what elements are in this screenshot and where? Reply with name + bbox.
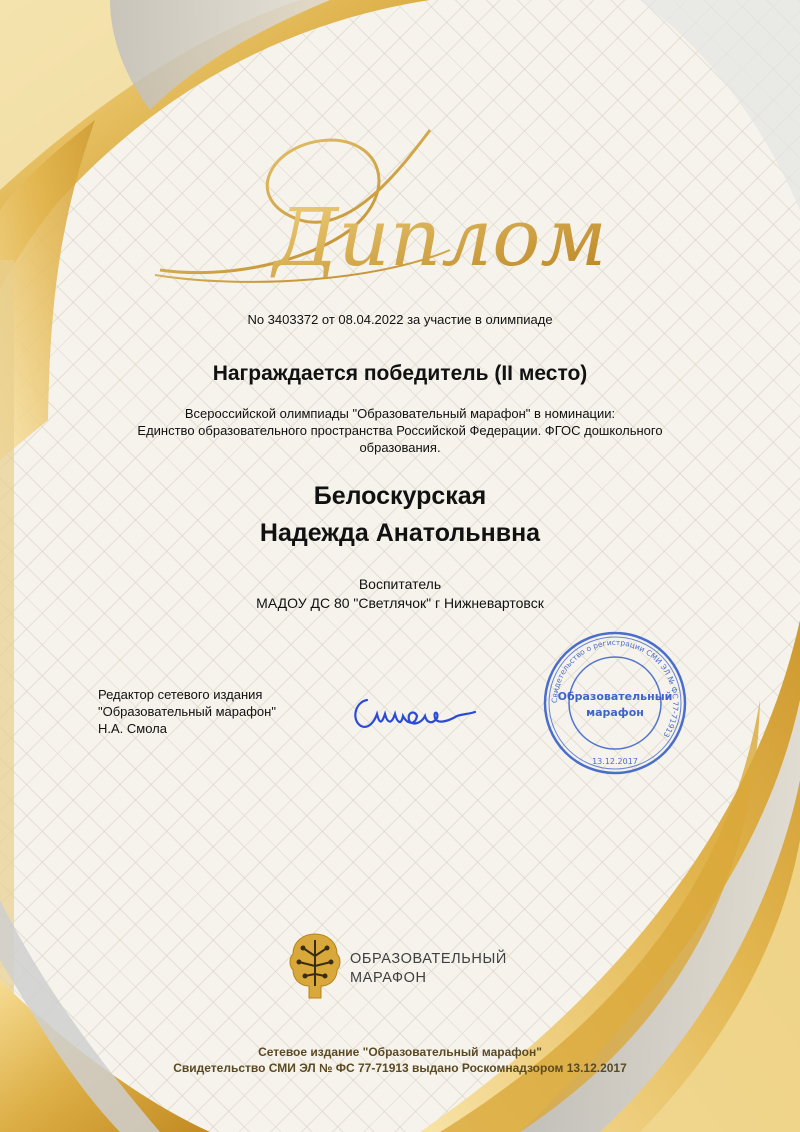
footer-publication: Сетевое издание "Образовательный марафон" (258, 1045, 542, 1059)
award-title: Награждается победитель (II место) (212, 362, 588, 385)
logo-node (325, 946, 330, 951)
organization: МАДОУ ДС 80 "Светлячок" г Нижневартовск (256, 595, 544, 611)
editor-name: Н.А. Смола (98, 721, 167, 736)
editor-block (98, 686, 276, 737)
brain-logo-icon (285, 930, 345, 1002)
logo-line2: МАРАФОН (350, 970, 427, 986)
right-top-gray-swoosh (640, 0, 800, 210)
recipient-position (0, 575, 800, 613)
stamp-ring-path: Свидетельство о регистрации СМИ ЭЛ № ФС 77-71913 (549, 637, 681, 740)
logo-node (303, 974, 308, 979)
logo-node (301, 946, 306, 951)
logo-node (297, 960, 302, 965)
logo-line1: ОБРАЗОВАТЕЛЬНЫЙ (350, 951, 507, 967)
diploma-title-text: Диплом (273, 191, 607, 284)
document-number: No 3403372 от 08.04.2022 за участие в олимпиаде (247, 312, 553, 327)
recipient-given-names: Надежда Анатольнвна (259, 519, 541, 547)
recipient-name (0, 478, 800, 552)
footer-registration: Свидетельство СМИ ЭЛ № ФС 77-71913 выдано Роскомнадзором 13.12.2017 (173, 1061, 627, 1075)
award-description-line: Единство образовательного пространства Российской Федерации. ФГОС дошкольного (137, 423, 663, 438)
logo-text (350, 950, 507, 988)
award-description-line: образования. (359, 440, 441, 455)
recipient-surname: Белоскурская (313, 482, 487, 510)
signature (345, 690, 485, 740)
stamp-ring-text (550, 638, 680, 739)
editor-title: Редактор сетевого издания (98, 687, 263, 702)
stamp-inner-line1: Образовательный (557, 690, 673, 703)
award-description-line: Всероссийской олимпиады "Образовательный марафон" в номинации: (184, 406, 616, 421)
stamp-inner-ring (569, 657, 661, 749)
logo-node (323, 974, 328, 979)
stamp-date: 13.12.2017 (592, 757, 638, 766)
footer (0, 1044, 800, 1076)
logo-node (329, 960, 334, 965)
stamp-outer-ring (545, 633, 685, 773)
official-stamp (540, 628, 690, 778)
diploma-title (150, 120, 650, 300)
signature-stroke (355, 700, 475, 727)
award-description (105, 405, 695, 456)
stamp-inner-line2: марафон (586, 706, 644, 719)
editor-publication: "Образовательный марафон" (98, 704, 276, 719)
job-title: Воспитатель (358, 576, 442, 592)
